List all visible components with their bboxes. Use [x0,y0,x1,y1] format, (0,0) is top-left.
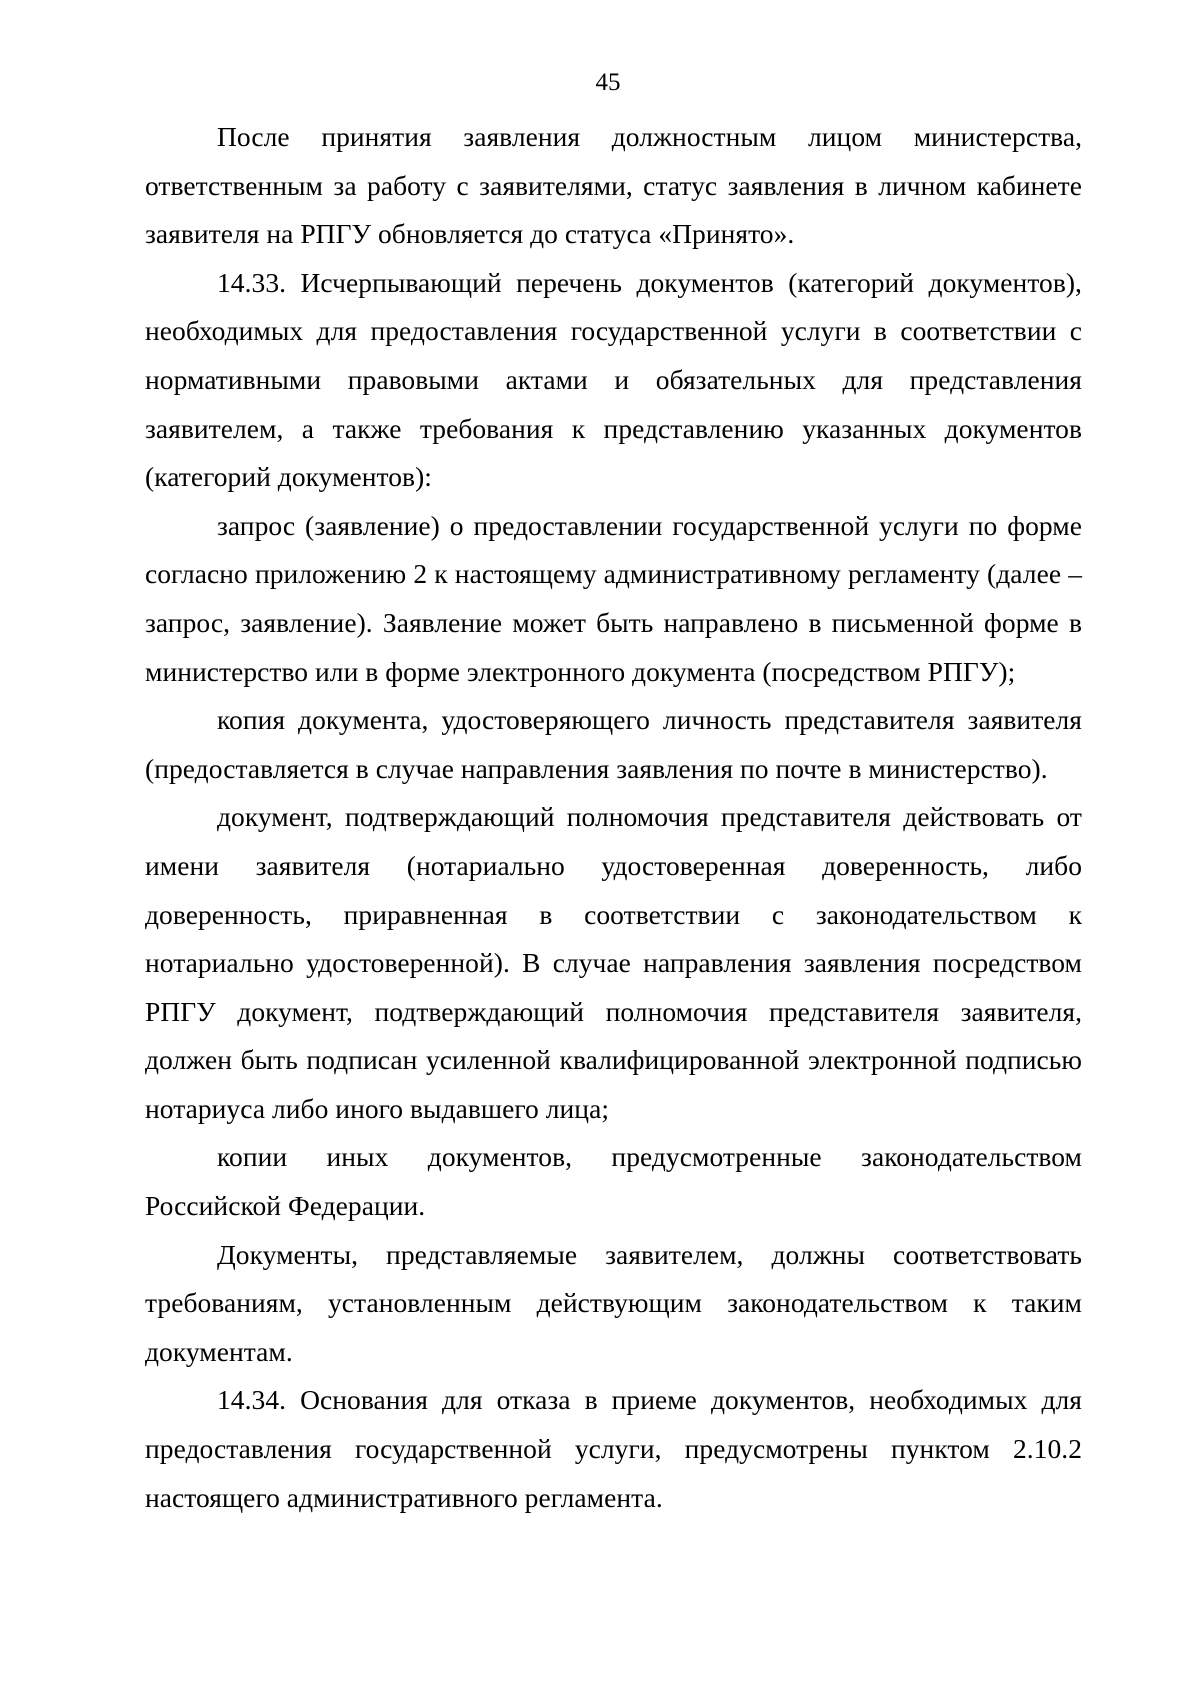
paragraph-other-documents: копии иных документов, предусмотренные законодательством Российской Федерации. [145,1141,1082,1222]
paragraph-document-requirements: Документы, представляемые заявителем, должны соответствовать требованиям, установленным действующим законодательством к таким документам. [145,1238,1082,1367]
document-body [145,113,1082,1522]
paragraph-14-33-document-list: 14.33. Исчерпывающий перечень документов (категорий документов), необходимых для предоставления государственной услуги в соответствии с нормативными правовыми актами и обязательных для представления заявителем, а также требования к представлению указанных документов (категорий документов): [145,266,1082,493]
page-number: 45 [595,69,621,96]
paragraph-application-status: После принятия заявления должностным лицом министерства, ответственным за работу с заявителями, статус заявления в личном кабинете заявителя на РПГУ обновляется до статуса «Принято». [145,121,1082,250]
paragraph-request-form: запрос (заявление) о предоставлении государственной услуги по форме согласно приложению 2 к настоящему административному регламенту (далее – запрос, заявление). Заявление может быть направлено в письменной форме в министерство или в форме электронного документа (посредством РПГУ); [145,509,1082,687]
paragraph-14-34-refusal-grounds: 14.34. Основания для отказа в приеме документов, необходимых для предоставления государственной услуги, предусмотрены пунктом 2.10.2 настоящего административного регламента. [145,1384,1082,1513]
paragraph-identity-document-copy: копия документа, удостоверяющего личность представителя заявителя (предоставляется в случае направления заявления по почте в министерство). [145,704,1082,784]
paragraph-power-of-attorney: документ, подтверждающий полномочия представителя действовать от имени заявителя (нотариально удостоверенная доверенность, либо доверенность, приравненная в соответствии с законодательством к нотариально удостоверенной). В случае направления заявления посредством РПГУ документ, подтверждающий полномочия представителя заявителя, должен быть подписан усиленной квалифицированной электронной подписью нотариуса либо иного выдавшего лица; [145,801,1082,1124]
